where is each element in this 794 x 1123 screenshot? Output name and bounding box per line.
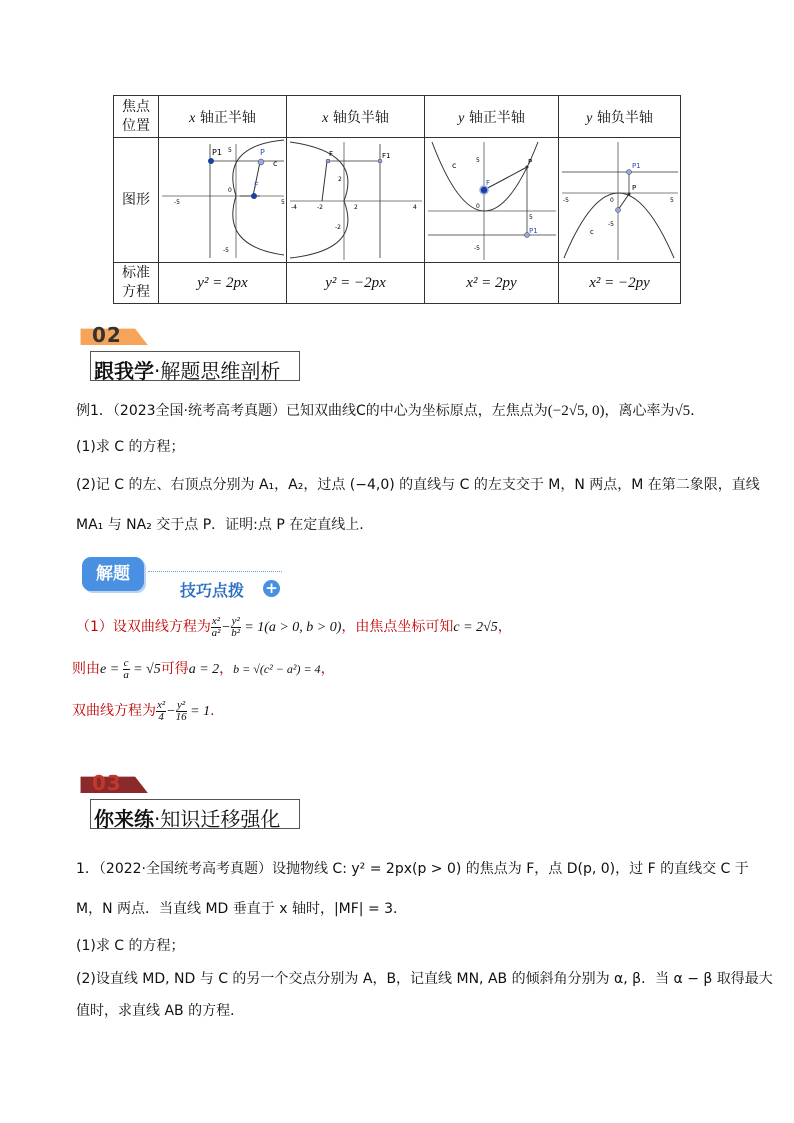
graph1-tick-bottom: -5 (222, 247, 229, 254)
graph2-tick-2: -2 (316, 204, 323, 211)
example-eccentricity: √5 (674, 403, 691, 419)
graph2-label-f1: F1 (381, 152, 390, 160)
graph-y-negative (559, 138, 681, 263)
section-03-number: 03 (92, 771, 122, 795)
example-focus: (−2√5, 0) (547, 403, 605, 419)
parabola-table (113, 95, 681, 304)
graph3-label-p: P (527, 158, 532, 166)
solution-line-1: （1）设双曲线方程为 $\frac{\text{x²}}{\text{a²}}$ − $\frac{\text{y²}}{\text{b²}}$ = 1(a > 0, b > 0)，由焦点坐标可知c = 2√5， (76, 615, 512, 640)
row-label-equation: 标准 方程 (114, 263, 159, 304)
col-header-3: y 轴正半轴 (425, 96, 559, 138)
graph2-tick-1: -4 (290, 204, 297, 211)
graph3-tick-right: 5 (528, 214, 533, 221)
col-header-2: x 轴负半轴 (287, 96, 425, 138)
exercise-line-1: 1．（2022·全国统考高考真题）设抛物线 C: y² = 2px(p > 0) 的焦点为 F，点 D(p, 0)，过 F 的直线交 C 于 (76, 861, 749, 877)
graph3-tick-top: 5 (475, 157, 480, 164)
plus-icon[interactable]: + (263, 580, 280, 597)
graph3-label-p1: P1 (528, 227, 538, 235)
graph3-label-f: F (485, 179, 490, 187)
equation-1: y² = 2px (159, 263, 287, 304)
tip-label: 技巧点拨 (180, 581, 245, 600)
graph3-tick-origin: 0 (475, 203, 480, 210)
col-header-1: x 轴正半轴 (159, 96, 287, 138)
section-02-tab (76, 325, 176, 345)
graph2-tick-6: -2 (334, 224, 341, 231)
row-label-graph: 图形 (114, 138, 159, 263)
graph1-label-c: c (272, 159, 277, 168)
graph4-label-c: c (589, 228, 594, 236)
solution-line-2: 则由e = $\frac{c}{a}$ = √5可得a = 2，b = √(c² − a²) = 4， (72, 657, 335, 682)
graph-x-negative (287, 138, 425, 263)
solution-divider (148, 571, 282, 572)
graph4-tick-bottom: -5 (607, 221, 614, 228)
solution-badge: 解题 (82, 557, 144, 591)
graph1-label-f: F (253, 181, 259, 190)
solution-line-3: 双曲线方程为 $\frac{\text{x²}}{4}$ − $\frac{\text{y²}}{16}$ = 1. (72, 699, 215, 724)
section-02-title: 跟我学·解题思维剖析 (94, 359, 281, 383)
example-line-1: 例1．（2023全国·统考高考真题）已知双曲线C的中心为坐标原点，左焦点为(−2√5, 0)，离心率为√5． (76, 403, 705, 419)
graph1-label-p: P (259, 148, 265, 157)
example-q2-line1: (2)记 C 的左、右顶点分别为 A₁，A₂，过点 (−4,0) 的直线与 C 的左支交于 M，N 两点，M 在第二象限，直线 (76, 477, 760, 493)
graph1-label-p1: P1 (211, 148, 222, 157)
graph-x-positive (159, 138, 287, 263)
equation-2: y² = −2px (287, 263, 425, 304)
equation-4: x² = −2py (559, 263, 681, 304)
graph1-tick-left: -5 (173, 199, 180, 206)
graph4-label-p1: P1 (631, 162, 641, 170)
graph1-tick-origin: 0 (227, 187, 232, 194)
example-q1: (1)求 C 的方程； (76, 439, 185, 455)
exercise-q2-line1: (2)设直线 MD, ND 与 C 的另一个交点分别为 A，B，记直线 MN, AB 的倾斜角分别为 α, β．当 α − β 取得最大 (76, 971, 773, 987)
col-header-4: y 轴负半轴 (559, 96, 681, 138)
exercise-q1: (1)求 C 的方程； (76, 938, 185, 954)
exercise-q2-line2: 值时，求直线 AB 的方程． (76, 1003, 245, 1019)
graph4-tick-right: 5 (669, 197, 674, 204)
graph3-label-c: c (451, 161, 456, 170)
graph2-label-f: F (328, 150, 333, 158)
section-03-header (76, 773, 306, 833)
section-02-header (76, 325, 306, 385)
graph2-tick-5: 2 (337, 176, 342, 183)
equation-3: x² = 2py (425, 263, 559, 304)
exercise-line-2: M，N 两点．当直线 MD 垂直于 x 轴时，|MF| = 3． (76, 901, 408, 917)
section-03-tab (76, 773, 176, 793)
section-03-title: 你来练·知识迁移强化 (94, 807, 281, 831)
graph1-tick-right: 5 (280, 199, 285, 206)
graph4-tick-left: -5 (562, 197, 569, 204)
graph4-tick-origin: 0 (609, 197, 614, 204)
row-label-focus: 焦点 位置 (114, 96, 159, 138)
graph4-label-p: P (631, 184, 636, 192)
graph3-tick-bottom: -5 (473, 245, 480, 252)
graph-y-positive (425, 138, 559, 263)
section-02-number: 02 (92, 323, 122, 347)
example-q2-line2: MA₁ 与 NA₂ 交于点 P．证明:点 P 在定直线上. (76, 517, 364, 533)
graph2-tick-3: 2 (353, 204, 358, 211)
graph2-tick-4: 4 (412, 204, 417, 211)
graph1-tick-top: 5 (227, 147, 232, 154)
